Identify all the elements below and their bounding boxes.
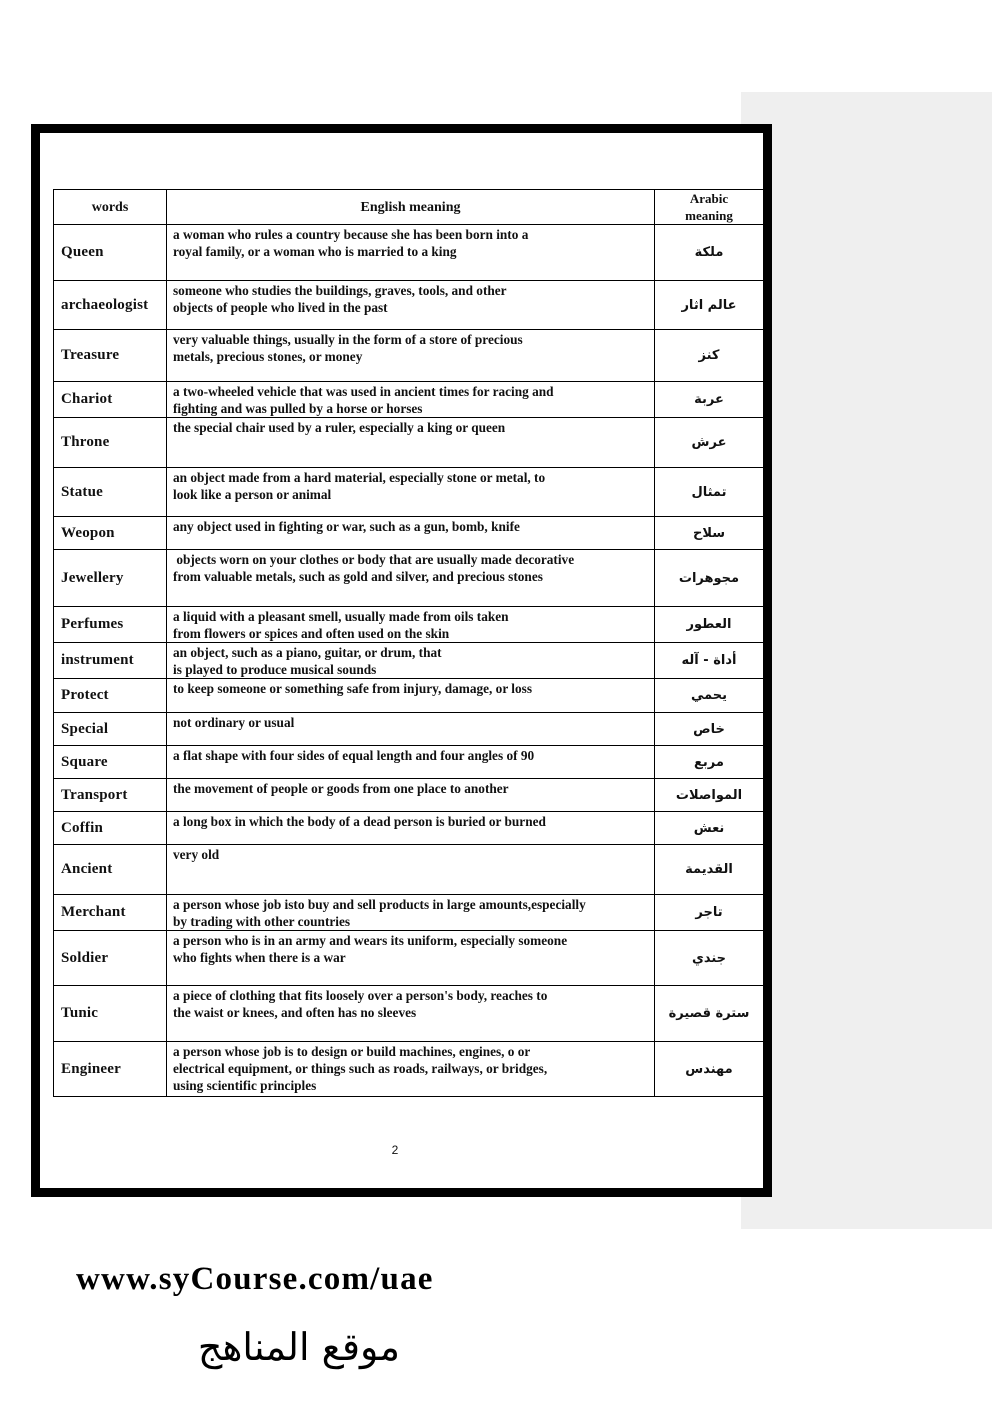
word-cell: Coffin: [54, 812, 167, 845]
arabic-meaning-cell: أداة - آله: [655, 643, 764, 679]
table-row: [54, 330, 764, 382]
site-name-arabic: موقع المناهج: [197, 1325, 400, 1369]
table-row: [54, 679, 764, 713]
word-cell: Statue: [54, 468, 167, 517]
word-cell: Soldier: [54, 931, 167, 986]
table-row: [54, 643, 764, 679]
table-row: [54, 225, 764, 281]
english-meaning-line: a two-wheeled vehicle that was used in ancient times for racing and: [173, 384, 554, 399]
english-meaning-line: look like a person or animal: [173, 487, 332, 502]
arabic-meaning-cell: عالم اثار: [655, 281, 764, 330]
table-row: [54, 517, 764, 550]
arabic-meaning-cell: سلاح: [655, 517, 764, 550]
english-meaning-cell: [167, 895, 655, 931]
english-meaning-line: any object used in fighting or war, such as a gun, bomb, knife: [173, 519, 520, 534]
word-cell: Chariot: [54, 382, 167, 418]
word-cell: Special: [54, 713, 167, 746]
english-meaning-line: the special chair used by a ruler, especially a king or queen: [173, 420, 506, 435]
english-meaning-cell: [167, 713, 655, 746]
word-cell: Queen: [54, 225, 167, 281]
arabic-meaning-cell: مربع: [655, 746, 764, 779]
english-meaning-line: electrical equipment, or things such as roads, railways, or bridges,: [173, 1061, 548, 1076]
vocabulary-table: [53, 189, 764, 1097]
english-meaning-line: metals, precious stones, or money: [173, 349, 363, 364]
table-row: [54, 746, 764, 779]
english-meaning-line: a piece of clothing that fits loosely over a person's body, reaches to: [173, 988, 548, 1003]
english-meaning-cell: [167, 986, 655, 1042]
english-meaning-cell: [167, 281, 655, 330]
word-cell: Weopon: [54, 517, 167, 550]
arabic-meaning-cell: سترة قصيرة: [655, 986, 764, 1042]
word-cell: Engineer: [54, 1042, 167, 1097]
site-url: www.syCourse.com/uae: [76, 1261, 434, 1297]
english-meaning-line: who fights when there is a war: [173, 950, 346, 965]
arabic-meaning-cell: جندي: [655, 931, 764, 986]
arabic-meaning-cell: تمثال: [655, 468, 764, 517]
header-words: words: [54, 190, 167, 225]
word-cell: Ancient: [54, 845, 167, 895]
word-cell: Treasure: [54, 330, 167, 382]
table-row: [54, 713, 764, 746]
word-cell: Transport: [54, 779, 167, 812]
english-meaning-line: a person whose job is to design or build machines, engines, o or: [173, 1044, 531, 1059]
table-row: [54, 986, 764, 1042]
english-meaning-line: the waist or knees, and often has no sleeves: [173, 1005, 417, 1020]
word-cell: instrument: [54, 643, 167, 679]
word-cell: Jewellery: [54, 550, 167, 607]
word-cell: archaeologist: [54, 281, 167, 330]
table-row: [54, 468, 764, 517]
word-cell: Square: [54, 746, 167, 779]
table-row: [54, 931, 764, 986]
english-meaning-line: very valuable things, usually in the form of a store of precious: [173, 332, 523, 347]
english-meaning-line: someone who studies the buildings, graves, tools, and other: [173, 283, 507, 298]
table-row: [54, 550, 764, 607]
english-meaning-line: objects worn on your clothes or body that are usually made decorative: [173, 552, 575, 567]
table-row: [54, 382, 764, 418]
table-row: [54, 281, 764, 330]
english-meaning-cell: [167, 330, 655, 382]
side-panel: [741, 92, 992, 1229]
english-meaning-line: a person whose job isto buy and sell products in large amounts,especially: [173, 897, 586, 912]
arabic-meaning-cell: مجوهرات: [655, 550, 764, 607]
english-meaning-line: using scientific principles: [173, 1078, 317, 1093]
page-number: 2: [391, 1143, 399, 1157]
english-meaning-line: a long box in which the body of a dead person is buried or burned: [173, 814, 546, 829]
english-meaning-cell: [167, 225, 655, 281]
english-meaning-cell: [167, 643, 655, 679]
table-row: [54, 895, 764, 931]
arabic-meaning-cell: يحمي: [655, 679, 764, 713]
arabic-meaning-cell: القديمة: [655, 845, 764, 895]
arabic-meaning-cell: تاجر: [655, 895, 764, 931]
english-meaning-cell: [167, 382, 655, 418]
english-meaning-line: a liquid with a pleasant smell, usually made from oils taken: [173, 609, 509, 624]
table-body: [54, 225, 764, 1097]
arabic-meaning-cell: كنز: [655, 330, 764, 382]
english-meaning-cell: [167, 418, 655, 468]
english-meaning-cell: [167, 468, 655, 517]
english-meaning-cell: [167, 931, 655, 986]
english-meaning-line: an object, such as a piano, guitar, or drum, that: [173, 645, 442, 660]
arabic-meaning-cell: نعش: [655, 812, 764, 845]
english-meaning-line: royal family, or a woman who is married to a king: [173, 244, 457, 259]
table-row: [54, 845, 764, 895]
arabic-meaning-cell: خاص: [655, 713, 764, 746]
english-meaning-line: by trading with other countries: [173, 914, 351, 929]
arabic-meaning-cell: ملكة: [655, 225, 764, 281]
table-row: [54, 779, 764, 812]
english-meaning-cell: [167, 1042, 655, 1097]
arabic-meaning-cell: المواصلات: [655, 779, 764, 812]
english-meaning-line: fighting and was pulled by a horse or horses: [173, 401, 423, 416]
header-arabic-meaning: Arabic meaning: [655, 190, 764, 225]
table-row: [54, 418, 764, 468]
table-row: [54, 1042, 764, 1097]
english-meaning-line: not ordinary or usual: [173, 715, 295, 730]
word-cell: Throne: [54, 418, 167, 468]
english-meaning-line: objects of people who lived in the past: [173, 300, 388, 315]
english-meaning-cell: [167, 845, 655, 895]
english-meaning-line: an object made from a hard material, especially stone or metal, to: [173, 470, 546, 485]
english-meaning-line: a person who is in an army and wears its uniform, especially someone: [173, 933, 568, 948]
word-cell: Tunic: [54, 986, 167, 1042]
word-cell: Merchant: [54, 895, 167, 931]
english-meaning-cell: [167, 607, 655, 643]
english-meaning-line: from valuable metals, such as gold and silver, and precious stones: [173, 569, 543, 584]
english-meaning-cell: [167, 550, 655, 607]
english-meaning-cell: [167, 679, 655, 713]
english-meaning-cell: [167, 746, 655, 779]
english-meaning-line: the movement of people or goods from one place to another: [173, 781, 509, 796]
arabic-meaning-cell: العطور: [655, 607, 764, 643]
arabic-meaning-cell: مهندس: [655, 1042, 764, 1097]
arabic-meaning-cell: عرش: [655, 418, 764, 468]
english-meaning-line: from flowers or spices and often used on the skin: [173, 626, 450, 641]
arabic-meaning-cell: عربة: [655, 382, 764, 418]
english-meaning-line: a flat shape with four sides of equal length and four angles of 90: [173, 748, 535, 763]
english-meaning-cell: [167, 779, 655, 812]
table-row: [54, 812, 764, 845]
english-meaning-line: a woman who rules a country because she has been born into a: [173, 227, 529, 242]
word-cell: Perfumes: [54, 607, 167, 643]
english-meaning-cell: [167, 517, 655, 550]
table-row: [54, 607, 764, 643]
english-meaning-cell: [167, 812, 655, 845]
english-meaning-line: is played to produce musical sounds: [173, 662, 377, 677]
english-meaning-line: very old: [173, 847, 220, 862]
word-cell: Protect: [54, 679, 167, 713]
english-meaning-line: to keep someone or something safe from injury, damage, or loss: [173, 681, 532, 696]
table-header-row: [54, 190, 764, 225]
header-english-meaning: English meaning: [167, 190, 655, 225]
